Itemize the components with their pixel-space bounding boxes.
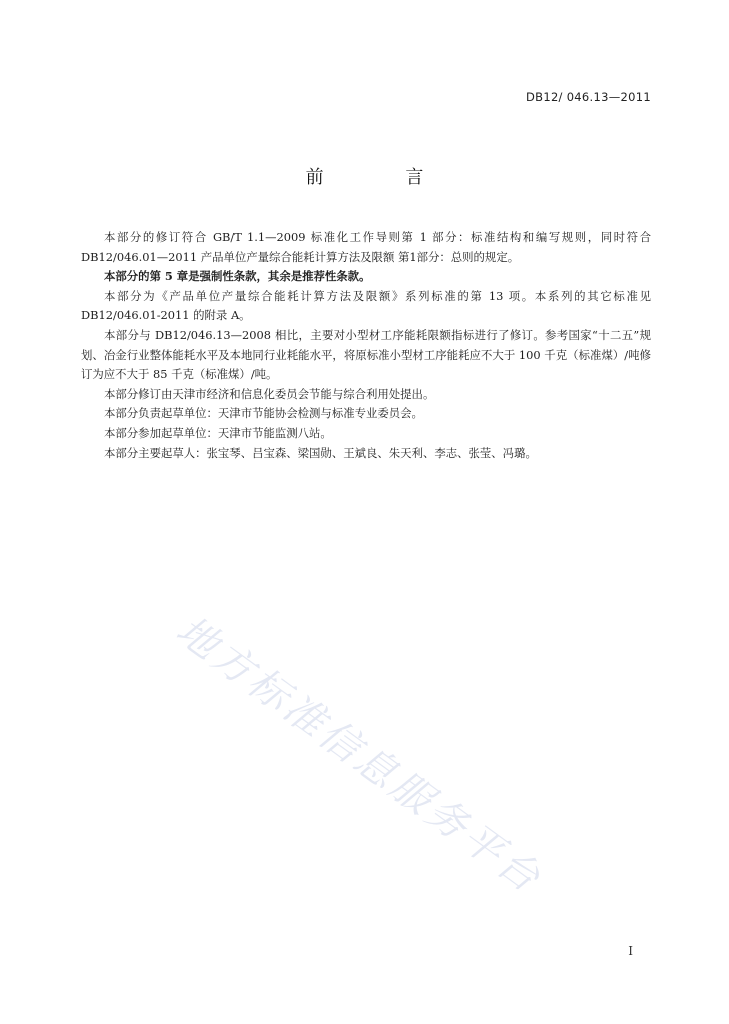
- document-code: DB12/ 046.13—2011: [525, 90, 651, 104]
- paragraph-proposer: 本部分修订由天津市经济和信息化委员会节能与综合利用处提出。: [104, 386, 435, 401]
- page-title: 前 言: [305, 167, 462, 188]
- paragraph-mandatory-clause: 本部分的第 5 章是强制性条款，其余是推荐性条款。: [104, 269, 371, 284]
- foreword-body: [81, 228, 651, 463]
- paragraph-lead-drafter: 本部分负责起草单位：天津市节能协会检测与标准专业委员会。: [104, 406, 423, 421]
- paragraph-main-drafters: 本部分主要起草人：张宝琴、吕宝森、梁国勋、王斌良、朱天利、李志、张莹、冯璐。: [104, 445, 537, 460]
- paragraph-series-info: 本部分为《产品单位产量综合能耗计算方法及限额》系列标准的第 13 项。本系列的其它标准见DB12/046.01-2011 的附录 A。: [81, 288, 651, 323]
- watermark: 地方标准信息服务平台: [167, 607, 551, 904]
- paragraph-participating-drafter: 本部分参加起草单位：天津市节能监测八站。: [104, 425, 332, 440]
- paragraph-revision-basis: 本部分的修订符合 GB/T 1.1—2009 标准化工作导则第 1 部分：标准结构和编写规则，同时符合DB12/046.01—2011 产品单位产量综合能耗计算方法及限额 第1部分：总则的规定。: [81, 230, 651, 264]
- paragraph-changes: 本部分与 DB12/046.13—2008 相比，主要对小型材工序能耗限额指标进行了修订。参考国家“十二五”规划、冶金行业整体能耗水平及本地同行业耗能水平，将原标准小型材工序能耗应不大于 100 千克（标准煤）/吨修订为应不大于 85 千克（标准煤）/吨。: [81, 327, 651, 382]
- page-number: I: [628, 944, 633, 958]
